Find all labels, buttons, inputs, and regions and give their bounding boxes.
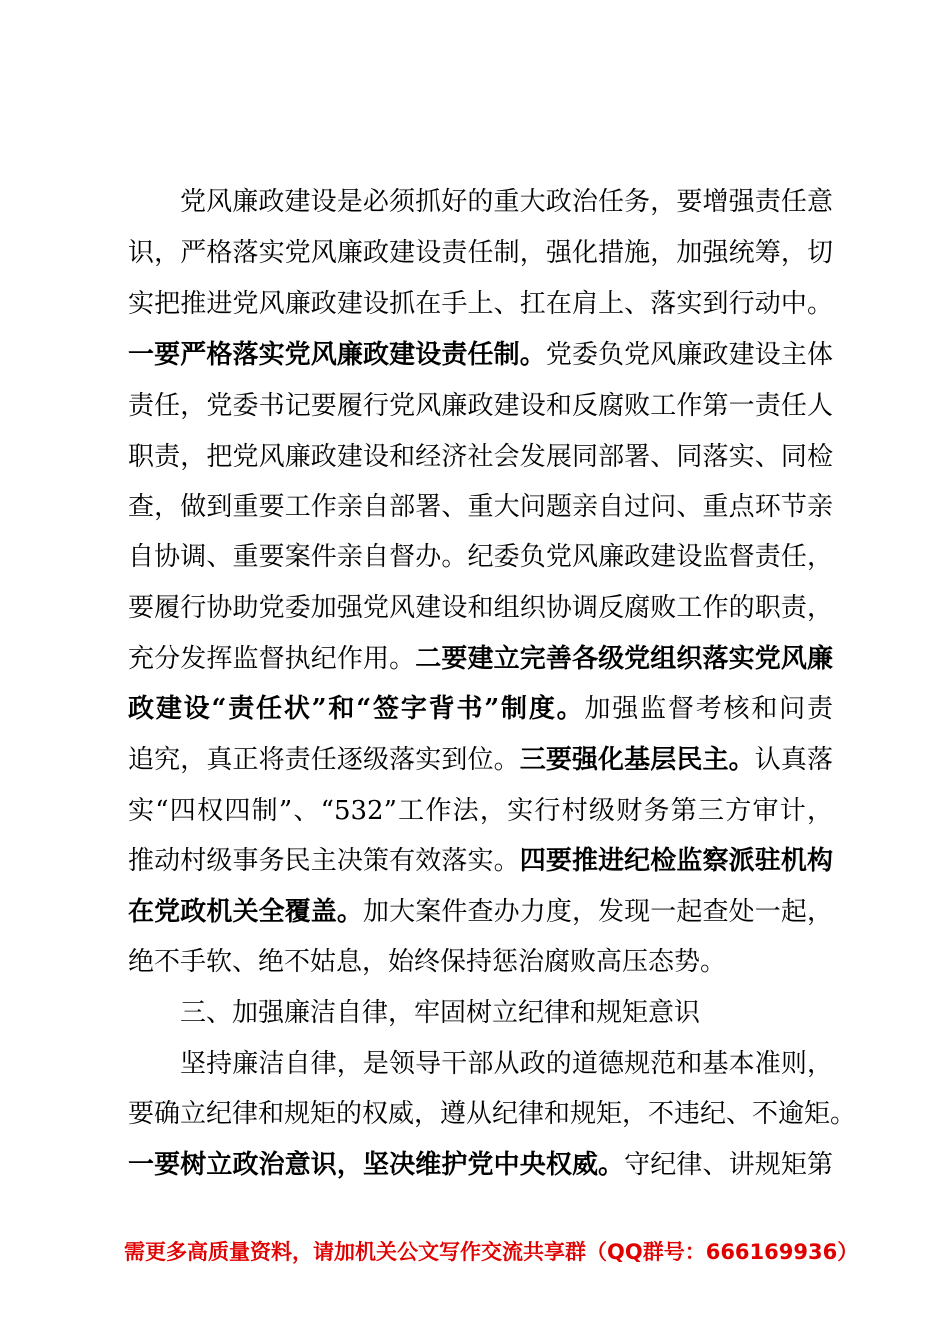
bold-text-segment: 四要推进纪检监察派驻机构 bbox=[519, 846, 833, 876]
text-segment: 三、加强廉洁自律，牢固树立纪律和规矩意识 bbox=[180, 998, 701, 1028]
text-line bbox=[128, 381, 833, 432]
text-line bbox=[128, 937, 833, 988]
text-line bbox=[128, 684, 833, 735]
bold-text-segment: 二要建立完善各级党组织落实党风廉 bbox=[415, 644, 833, 674]
text-segment: 推动村级事务民主决策有效落实。 bbox=[128, 846, 520, 876]
text-segment: 守纪律、讲规矩第 bbox=[624, 1150, 833, 1180]
text-segment: 要确立纪律和规矩的权威，遵从纪律和规矩，不违纪、不逾矩。 bbox=[128, 1099, 857, 1129]
bold-text-segment: 三要强化基层民主。 bbox=[519, 745, 755, 775]
footer-notice: 需更多高质量资料，请加机关公文写作交流共享群（QQ群号：666169936） bbox=[124, 1240, 859, 1264]
text-line bbox=[128, 887, 833, 938]
bold-text-segment: 一要树立政治意识，坚决维护党中央权威。 bbox=[128, 1150, 625, 1180]
text-segment: 党委负党风廉政建设主体 bbox=[545, 340, 833, 370]
text-line bbox=[128, 634, 833, 685]
text-segment: 职责，把党风廉政建设和经济社会发展同部署、同落实、同检 bbox=[128, 442, 833, 472]
bold-text-segment: 在党政机关全覆盖。 bbox=[128, 897, 364, 927]
text-segment: 责任，党委书记要履行党风廉政建设和反腐败工作第一责任人 bbox=[128, 391, 833, 421]
text-segment: 坚持廉洁自律，是领导干部从政的道德规范和基本准则， bbox=[180, 1049, 833, 1079]
text-line bbox=[128, 735, 833, 786]
text-line bbox=[128, 583, 833, 634]
text-line bbox=[128, 228, 833, 279]
text-segment: 认真落 bbox=[754, 745, 833, 775]
section-heading bbox=[180, 988, 833, 1039]
bold-text-segment: 一要严格落实党风廉政建设责任制。 bbox=[128, 340, 546, 370]
text-segment: 自协调、重要案件亲自督办。纪委负党风廉政建设监督责任， bbox=[128, 542, 833, 572]
text-segment: 党风廉政建设是必须抓好的重大政治任务，要增强责任意 bbox=[180, 187, 833, 217]
text-segment: 充分发挥监督执纪作用。 bbox=[128, 644, 416, 674]
text-line bbox=[128, 1089, 857, 1140]
text-line bbox=[128, 836, 833, 887]
text-line bbox=[128, 330, 833, 381]
text-segment: 绝不手软、绝不姑息，始终保持惩治腐败高压态势。 bbox=[128, 947, 727, 977]
bold-text-segment: 政建设“责任状”和“签字背书”制度。 bbox=[128, 694, 585, 724]
text-line bbox=[180, 177, 833, 228]
text-line bbox=[128, 786, 833, 837]
text-segment: 实“四权四制”、“532”工作法，实行村级财务第三方审计， bbox=[128, 796, 833, 826]
text-segment: 识，严格落实党风廉政建设责任制，强化措施，加强统筹，切 bbox=[128, 238, 833, 268]
text-segment: 实把推进党风廉政建设抓在手上、扛在肩上、落实到行动中。 bbox=[128, 289, 833, 319]
text-segment: 加强监督考核和问责 bbox=[584, 694, 833, 724]
text-line bbox=[128, 1140, 833, 1191]
text-line bbox=[128, 482, 833, 533]
text-line bbox=[180, 1039, 833, 1090]
text-segment: 加大案件查办力度，发现一起查处一起， bbox=[363, 897, 833, 927]
text-segment: 追究，真正将责任逐级落实到位。 bbox=[128, 745, 520, 775]
text-line bbox=[128, 432, 833, 483]
text-segment: 查，做到重要工作亲自部署、重大问题亲自过问、重点环节亲 bbox=[128, 492, 833, 522]
text-line bbox=[128, 532, 833, 583]
text-line bbox=[128, 279, 833, 330]
text-segment: 要履行协助党委加强党风建设和组织协调反腐败工作的职责， bbox=[128, 593, 833, 623]
